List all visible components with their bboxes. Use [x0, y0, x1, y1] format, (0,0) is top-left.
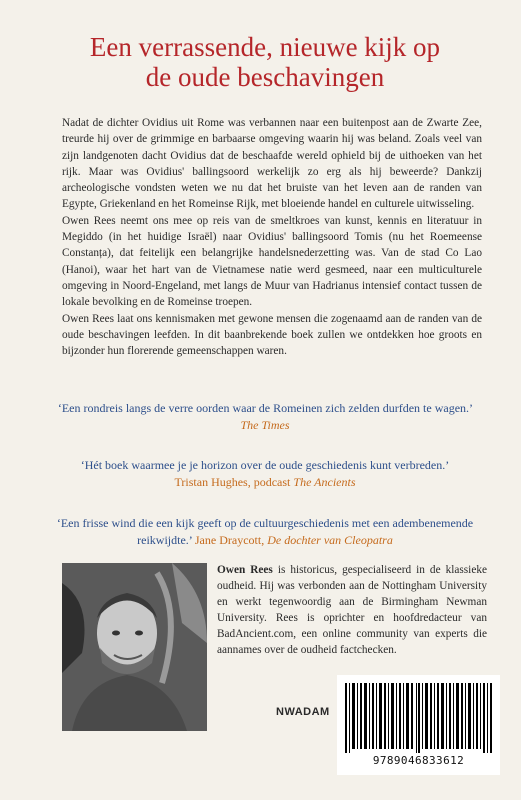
- quote-source-title: The Times: [240, 418, 290, 432]
- quote-text: ‘Hét boek waarmee je je horizon over de oude geschiedenis kunt verbreden.’: [80, 458, 450, 472]
- review-quote: [50, 400, 480, 434]
- quote-text: ‘Een rondreis langs de verre oorden waar de Romeinen zich zelden durfden te wagen.’: [57, 401, 473, 415]
- headline: [30, 32, 500, 92]
- isbn-number: 9789046833612: [372, 754, 465, 767]
- quote-source-title: The Ancients: [293, 475, 356, 489]
- blurb-paragraph: Owen Rees laat ons kennismaken met gewone mensen die zogenaamd aan de randen van de oude beschavingen leefden. In dit baanbrekende boek zullen we ontdekken hoe groots en bijzonder hun florerende gemeenschappen waren.: [62, 312, 482, 358]
- barcode: [337, 675, 500, 775]
- blurb: [62, 115, 482, 359]
- author-name: Owen Rees: [217, 564, 273, 576]
- review-quote: [50, 515, 480, 549]
- headline-line-1: Een verrassende, nieuwe kijk op: [89, 32, 441, 62]
- review-quote: [50, 457, 480, 491]
- quote-text: ‘Een frisse wind die een kijk geeft op de cultuurgeschiedenis met een adembenemende reikwijdte.’: [56, 516, 474, 547]
- blurb-paragraph: Owen Rees neemt ons mee op reis van de smeltkroes van kunst, kennis en literatuur in Megiddo (in het huidige Israël) naar Ovidius' ballingsoord Tomis (nu het Roemeense Constanța), dat feitelijk een belangrijke handelsnederzetting was. Van de stad Co Lao (Hanoi), waar het hart van de Vietnamese natie werd gesmeed, naar een multiculturele omgeving in Noord-Engeland, met langs de Muur van Hadrianus intensief contact tussen de lokale bevolking en de Romeinse troepen.: [62, 214, 482, 309]
- author-portrait-icon: [62, 563, 207, 731]
- quote-source-title: De dochter van Cleopatra: [267, 533, 393, 547]
- barcode-icon: [345, 683, 492, 753]
- publisher-logo: NWADAM: [276, 706, 330, 718]
- author-bio-text: is historicus, gespecialiseerd in de klassieke oudheid. Hij was verbonden aan de Nottingham University en werkt tegenwoordig aan de Birmingham Newman University. Rees is oprichter en hoofdredacteur van BadAncient.com, een online community van experts die aannames over de oudheid factchecken.: [217, 564, 487, 656]
- author-photo: [62, 563, 207, 731]
- quote-source: Jane Draycott, De dochter van Cleopatra: [194, 533, 393, 547]
- blurb-paragraph: Nadat de dichter Ovidius uit Rome was verbannen naar een buitenpost aan de Zwarte Zee, treurde hij over de grimmige en barbaarse omgeving waarin hij was beland. Zoals veel van zijn landgenoten dacht Ovidius dat de beschaafde wereld ophield bij de uithoeken van het rijk. Maar was Ovidius' ballingsoord werkelijk zo erg als hij beweerde? Dankzij archeologische vondsten weten we nu dat het bruiste van het leven aan de randen van Egypte, Griekenland en het Romeinse Rijk, met bloeiende handel en culturele uitwisseling.: [62, 117, 482, 211]
- quote-source: Tristan Hughes, podcast The Ancients: [174, 475, 356, 489]
- headline-line-2: de oude beschavingen: [145, 62, 385, 92]
- quote-source: [240, 418, 289, 432]
- author-bio: [217, 562, 487, 658]
